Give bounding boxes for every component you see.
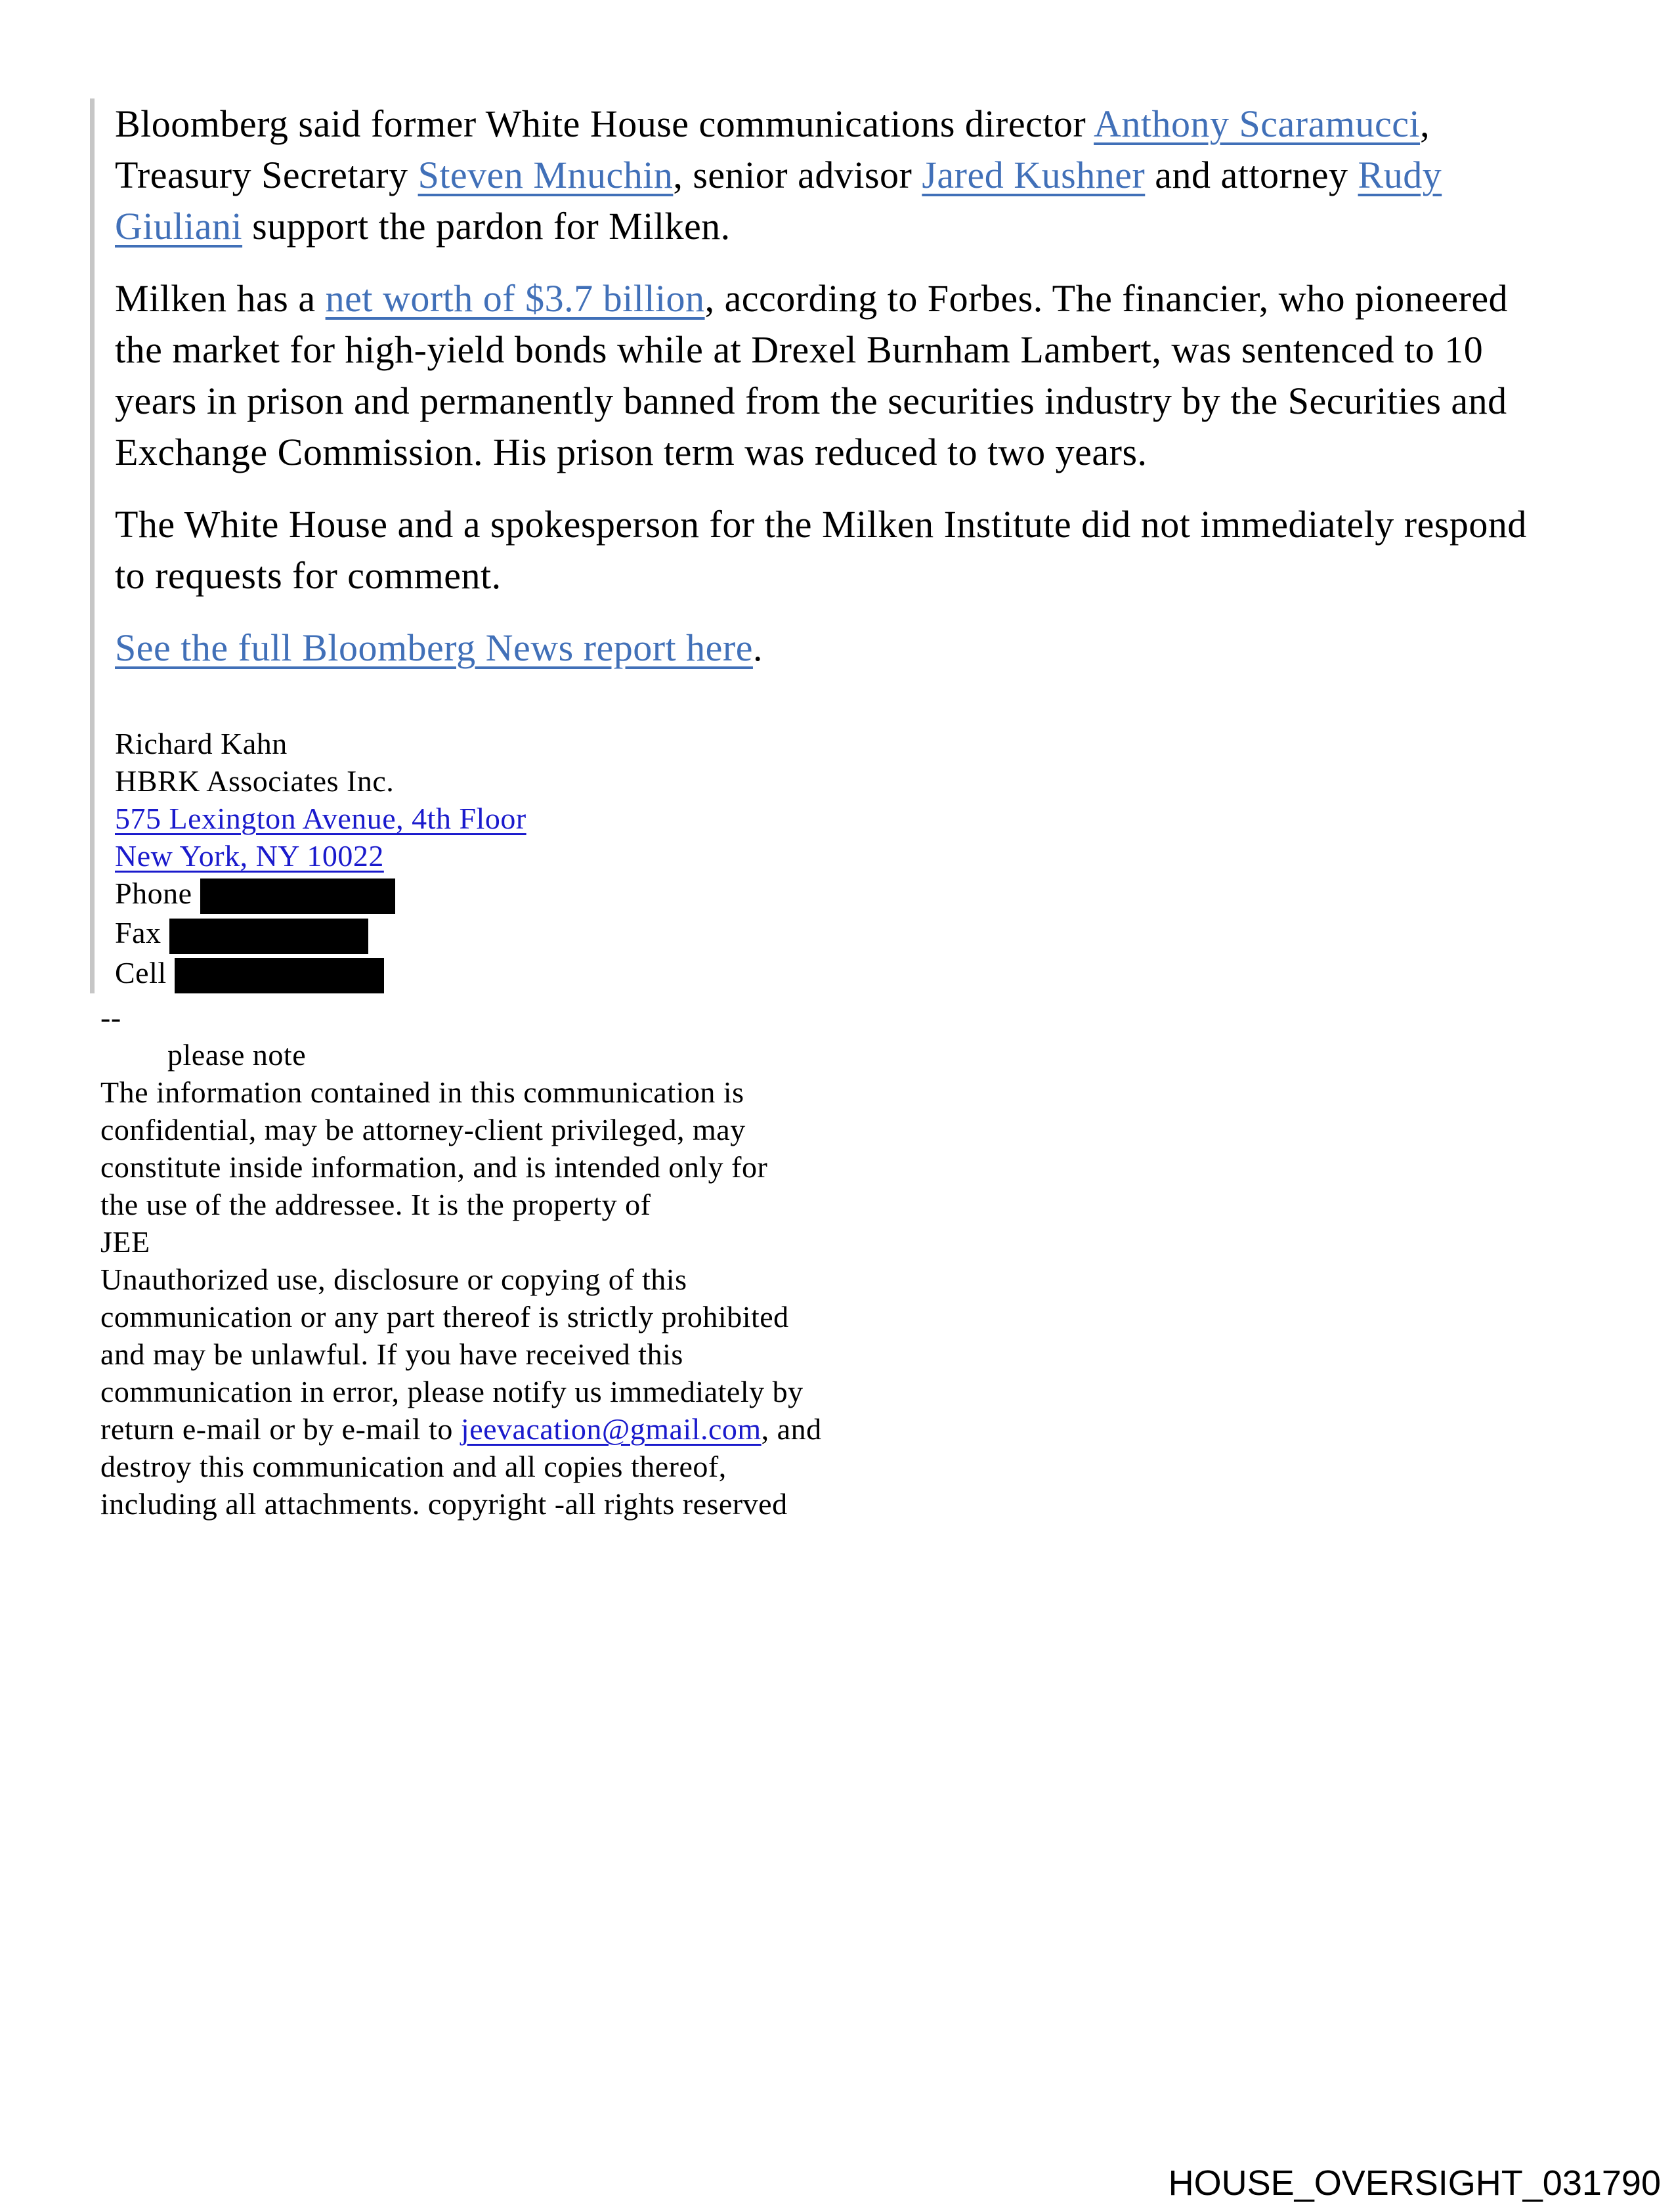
phone-row [115, 875, 1674, 914]
cell-label: Cell [115, 955, 167, 989]
redacted-cell-number [175, 958, 384, 993]
article-link-full-report: See the full Bloomberg News report here. [115, 626, 763, 669]
text-link[interactable]: Rudy [1358, 154, 1442, 196]
text-link[interactable]: Anthony Scaramucci [1094, 102, 1421, 145]
bates-number: HOUSE_OVERSIGHT_031790 [1168, 2163, 1661, 2203]
email-footer-section [100, 999, 1674, 1523]
text-link[interactable]: Jared Kushner [922, 154, 1146, 196]
text-link[interactable]: net worth of $3.7 billion [325, 277, 705, 320]
text-link[interactable]: Giuliani [115, 205, 243, 248]
quoted-email-block [90, 98, 1674, 993]
article-paragraph-networth: Milken has a net worth of $3.7 billion, according to Forbes. The financier, who pioneered the market for high-yield bonds while at Drexel Burnham Lambert, was sentenced to 10 years in prison and permanently banned from the securities industry by the Securities and Exchange Commission. His prison term was reduced to two years. [115, 277, 1509, 473]
text-link[interactable]: Steven Mnuchin [418, 154, 674, 196]
address-link[interactable]: 575 Lexington Avenue, 4th Floor [115, 802, 526, 835]
text-link[interactable]: jeevacation@gmail.com [460, 1412, 762, 1446]
signature-address-line2 [115, 837, 1674, 875]
city-state-zip-link[interactable]: New York, NY 10022 [115, 839, 384, 873]
phone-label: Phone [115, 877, 192, 910]
disclaimer-heading: please note [167, 1038, 307, 1072]
signature-divider: -- [100, 1001, 121, 1035]
text-link[interactable]: See the full Bloomberg News report here [115, 626, 753, 669]
cell-row [115, 954, 1674, 993]
redacted-fax-number [169, 919, 368, 954]
fax-label: Fax [115, 916, 161, 950]
signature-name: Richard Kahn [115, 727, 288, 760]
redacted-phone-number [200, 878, 395, 914]
signature-company: HBRK Associates Inc. [115, 764, 395, 798]
signature-address-line1 [115, 800, 1674, 837]
disclaimer-text: The information contained in this communication is confidential, may be attorney-client privileged, may constitute inside information, and is intended only for the use of the addressee. It is the property of JEE Unauthorized use, disclosure or copying of this communication or any part thereof is strictly prohibited and may be unlawful. If you have received this communication in error, please notify us immediately by return e-mail or by e-mail to jeevacation@gmail.com, and destroy this communication and all copies thereof, including all attachments. copyright -all rights reserved [100, 1075, 822, 1521]
signature-block [115, 725, 1674, 993]
fax-row [115, 914, 1674, 953]
article-paragraph-supporters: Bloomberg said former White House communications director Anthony Scaramucci, Treasury Secretary Steven Mnuchin, senior advisor Jared Kushner and attorney Rudy Giuliani support the pardon for Milken. [115, 102, 1442, 248]
article-paragraph-whitehouse: The White House and a spokesperson for the Milken Institute did not immediately respond to requests for comment. [115, 503, 1527, 597]
